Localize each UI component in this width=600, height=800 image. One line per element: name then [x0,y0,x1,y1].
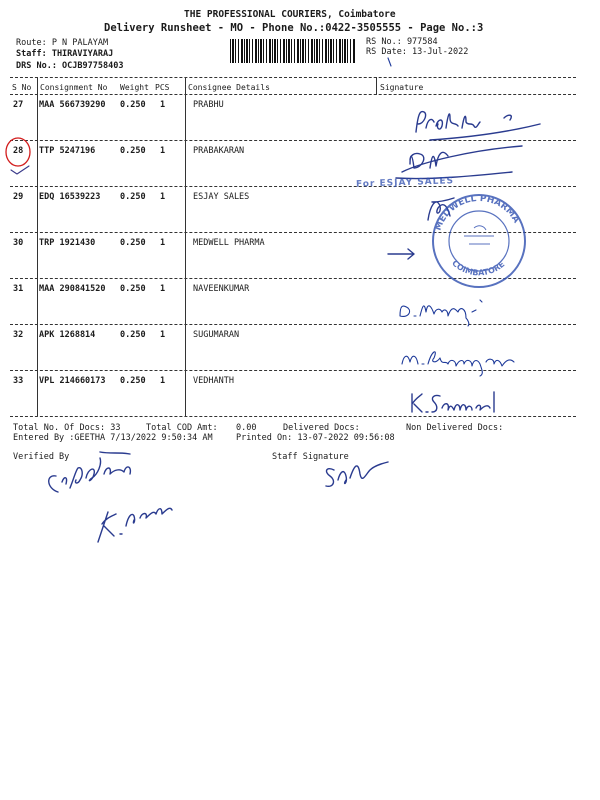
row-sno: 33 [13,376,24,386]
company-name: THE PROFESSIONAL COURIERS, Coimbatore [184,9,396,20]
total-cod-label: Total COD Amt: [146,423,218,433]
table-top-rule [10,77,576,78]
barcode [230,39,356,63]
row-consignment: MAA 290841520 [39,284,106,294]
row-weight: 0.250 [120,192,146,202]
signature-naveenkumar [396,290,496,326]
staff-label: Staff: THIRAVIYARAJ [16,49,114,59]
printed-on: Printed On: 13-07-2022 09:56:08 [236,433,395,443]
row-pcs: 1 [160,284,166,294]
signature-staff [318,456,398,496]
row-consignment: VPL 214660173 [39,376,106,386]
col-header-consignee: Consignee Details [188,83,270,92]
row-weight: 0.250 [120,238,146,248]
col-divider [185,77,186,416]
row-consignee: PRABAKARAN [193,146,245,156]
row-consignee: NAVEENKUMAR [193,284,250,294]
row-consignment: EDQ 16539223 [39,192,101,202]
row-consignee: SUGUMARAN [193,330,240,340]
row-pcs: 1 [160,100,166,110]
col-header-sno: S No [12,83,32,92]
route-label: Route: P N PALAYAM [16,38,109,48]
row-consignee: ESJAY SALES [193,192,250,202]
esjay-stamp: For ESJAY SALES [355,176,455,190]
verified-by-label: Verified By [13,452,70,462]
row-sno: 31 [13,284,24,294]
row-sno: 29 [13,192,24,202]
row-pcs: 1 [160,238,166,248]
staff-signature-label: Staff Signature [272,452,349,462]
row-weight: 0.250 [120,330,146,340]
signature-prabakaran [392,142,532,182]
row-weight: 0.250 [120,100,146,110]
medwell-stamp [424,186,534,296]
signature-medwell [386,244,426,264]
non-delivered-docs: Non Delivered Docs: [406,423,504,433]
signature-verified-2 [92,486,182,546]
row-weight: 0.250 [120,146,146,156]
row-consignment: MAA 566739290 [39,100,106,110]
signature-vedhanth [406,384,516,420]
entered-by: Entered By :GEETHA 7/13/2022 9:50:34 AM [13,433,213,443]
col-header-weight: Weight [120,83,149,92]
col-header-pcs: PCS [155,83,170,92]
row-pcs: 1 [160,376,166,386]
row-sno: 32 [13,330,24,340]
total-docs: Total No. Of Docs: 33 [13,423,121,433]
row-consignment: APK 1268814 [39,330,96,340]
row-pcs: 1 [160,192,166,202]
runsheet-title: Delivery Runsheet - MO - Phone No.:0422-3505555 - Page No.:3 [104,22,484,34]
rs-date: RS Date: 13-Jul-2022 [366,47,469,57]
row-consignment: TTP 5247196 [39,146,96,156]
red-circle-mark [3,134,43,182]
row-consignee: MEDWELL PHARMA [193,238,265,248]
total-cod-value: 0.00 [236,423,257,433]
svg-text:COIMBATORE [450,259,506,278]
row-weight: 0.250 [120,376,146,386]
tick-mark-icon [386,56,396,68]
row-pcs: 1 [160,330,166,340]
medwell-stamp-city: COIMBATORE [450,258,507,278]
row-sno: 27 [13,100,24,110]
row-consignee: VEDHANTH [193,376,234,386]
row-consignee: PRABHU [193,100,224,110]
col-divider [376,77,377,95]
col-header-consignment: Consignment No [40,83,108,92]
signature-prabhu [410,104,550,144]
medwell-stamp-ring: MEDWELL PHARMA [433,193,522,233]
drs-number: DRS No.: OCJB97758403 [16,61,124,71]
row-weight: 0.250 [120,284,146,294]
row-consignment: TRP 1921430 [39,238,96,248]
col-divider [37,77,38,416]
rs-number: RS No.: 977584 [366,37,438,47]
header-bottom-rule [10,94,576,95]
row-sno: 28 [13,146,24,156]
signature-sugumaran [398,340,528,380]
delivered-docs: Delivered Docs: [283,423,360,433]
row-pcs: 1 [160,146,166,156]
col-header-signature: Signature [380,83,424,92]
row-sno: 30 [13,238,24,248]
